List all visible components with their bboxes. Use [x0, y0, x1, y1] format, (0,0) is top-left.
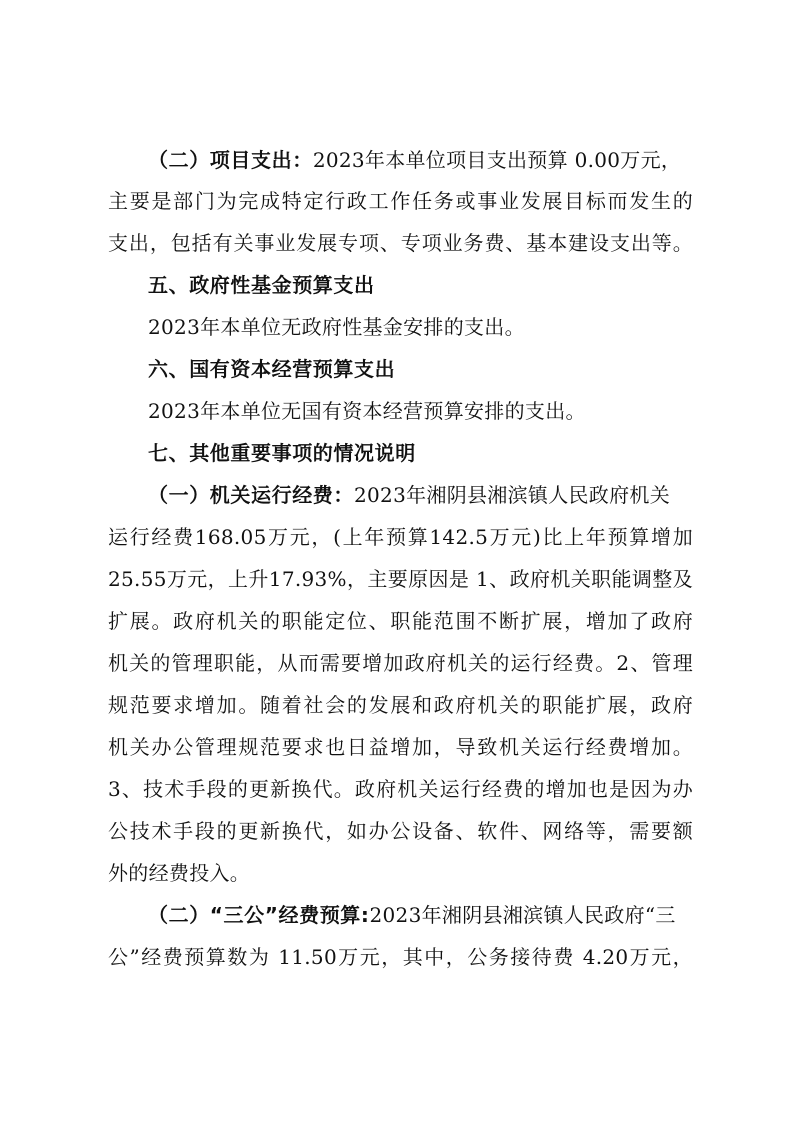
project-expense-line-1 — [148, 146, 693, 174]
operating-expense-line-2: 运行经费168.05万元，(上年预算142.5万元)比上年预算增加 — [108, 525, 693, 549]
heading-state-capital: 六、国有资本经营预算支出 — [148, 357, 396, 381]
operating-expense-line-3: 25.55万元，上升17.93%，主要原因是 1、政府机关职能调整及 — [108, 567, 693, 591]
heading-government-fund: 五、政府性基金预算支出 — [148, 273, 375, 297]
project-expense-text: 2023年本单位项目支出预算 0.00万元， — [312, 148, 682, 172]
operating-expense-label: （一）机关运行经费： — [148, 483, 354, 507]
project-expense-label: （二）项目支出： — [148, 148, 313, 172]
three-public-line-2: 公”经费预算数为 11.50万元，其中，公务接待费 4.20万元， — [108, 945, 693, 969]
three-public-line-1 — [148, 901, 693, 929]
project-expense-line-2: 主要是部门为完成特定行政工作任务或事业发展目标而发生的 — [108, 189, 693, 213]
operating-expense-line-6: 规范要求增加。随着社会的发展和政府机关的职能扩展，政府 — [108, 693, 693, 717]
heading-other-matters: 七、其他重要事项的情况说明 — [148, 441, 416, 465]
operating-expense-line-10: 外的经费投入。 — [108, 861, 251, 885]
operating-expense-line-1 — [148, 481, 693, 509]
operating-expense-line-8: 3、技术手段的更新换代。政府机关运行经费的增加也是因为办 — [108, 777, 693, 801]
operating-expense-line-9: 公技术手段的更新换代，如办公设备、软件、网络等，需要额 — [108, 819, 693, 843]
three-public-text: 2023年湘阴县湘滨镇人民政府“三 — [369, 903, 676, 927]
operating-expense-line-5: 机关的管理职能，从而需要增加政府机关的运行经费。2、管理 — [108, 651, 693, 675]
three-public-label: （二）“三公”经费预算: — [148, 903, 370, 927]
text-government-fund: 2023年本单位无政府性基金安排的支出。 — [148, 315, 525, 339]
project-expense-line-3: 支出，包括有关事业发展专项、专项业务费、基本建设支出等。 — [108, 231, 693, 255]
operating-expense-line-4: 扩展。政府机关的职能定位、职能范围不断扩展，增加了政府 — [108, 609, 693, 633]
operating-expense-line-7: 机关办公管理规范要求也日益增加，导致机关运行经费增加。 — [108, 735, 693, 759]
operating-expense-text: 2023年湘阴县湘滨镇人民政府机关 — [354, 483, 670, 507]
text-state-capital: 2023年本单位无国有资本经营预算安排的支出。 — [148, 399, 586, 423]
